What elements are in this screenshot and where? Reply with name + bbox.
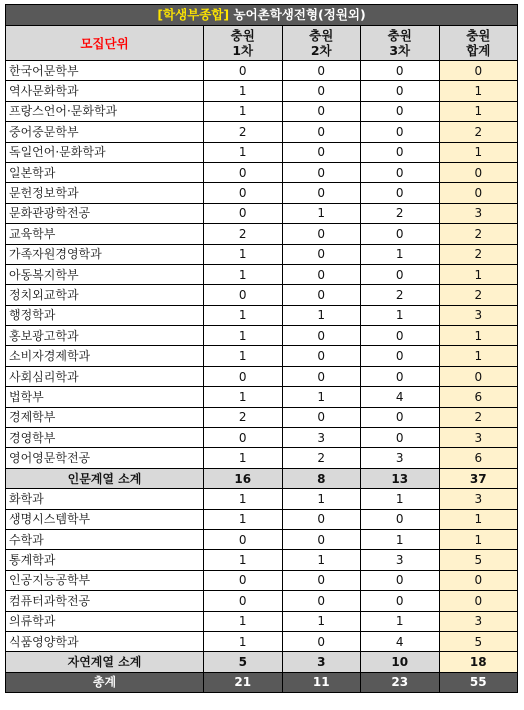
cell-r2: 3 [282, 428, 361, 448]
cell-r3: 23 [361, 672, 440, 692]
title-rest: 농어촌학생전형(정원외) [229, 7, 366, 22]
cell-r1: 1 [204, 387, 283, 407]
table-row [6, 529, 518, 549]
cell-r3: 0 [361, 366, 440, 386]
cell-r3: 2 [361, 285, 440, 305]
unit-name: 역사문화학과 [6, 81, 204, 101]
cell-r1: 2 [204, 122, 283, 142]
unit-name: 자연계열 소계 [6, 652, 204, 672]
cell-total: 55 [439, 672, 518, 692]
cell-r1: 1 [204, 346, 283, 366]
cell-r2: 0 [282, 81, 361, 101]
cell-total: 3 [439, 428, 518, 448]
cell-total: 2 [439, 244, 518, 264]
cell-r2: 0 [282, 183, 361, 203]
cell-r1: 0 [204, 591, 283, 611]
cell-total: 0 [439, 61, 518, 81]
table-row [6, 489, 518, 509]
cell-r3: 0 [361, 101, 440, 121]
table-row [6, 81, 518, 101]
table-row [6, 509, 518, 529]
cell-r3: 13 [361, 468, 440, 488]
cell-total: 37 [439, 468, 518, 488]
table-row [6, 611, 518, 631]
cell-r1: 0 [204, 366, 283, 386]
cell-r3: 0 [361, 122, 440, 142]
table-row [6, 101, 518, 121]
unit-name: 가족자원경영학과 [6, 244, 204, 264]
unit-name: 인문계열 소계 [6, 468, 204, 488]
cell-r2: 8 [282, 468, 361, 488]
unit-name: 교육학부 [6, 224, 204, 244]
cell-total: 3 [439, 489, 518, 509]
cell-total: 1 [439, 529, 518, 549]
cell-total: 1 [439, 142, 518, 162]
cell-total: 2 [439, 224, 518, 244]
cell-r1: 1 [204, 489, 283, 509]
unit-name: 경영학부 [6, 428, 204, 448]
cell-r3: 1 [361, 244, 440, 264]
cell-r1: 0 [204, 285, 283, 305]
title-bracket: [학생부종합] [157, 7, 230, 22]
header-round-3: 충원 3차 [361, 26, 440, 61]
table-title [6, 5, 518, 26]
header-unit: 모집단위 [6, 26, 204, 61]
header-total: 충원 합계 [439, 26, 518, 61]
cell-r3: 0 [361, 224, 440, 244]
cell-r1: 1 [204, 448, 283, 468]
unit-name: 컴퓨터과학전공 [6, 591, 204, 611]
cell-total: 2 [439, 407, 518, 427]
cell-total: 1 [439, 264, 518, 284]
table-row [6, 631, 518, 651]
cell-total: 1 [439, 326, 518, 346]
table-row [6, 366, 518, 386]
table-row [6, 162, 518, 182]
unit-name: 생명시스템학부 [6, 509, 204, 529]
cell-total: 1 [439, 509, 518, 529]
cell-r2: 0 [282, 224, 361, 244]
table-row [6, 346, 518, 366]
cell-total: 2 [439, 285, 518, 305]
table-row [6, 142, 518, 162]
cell-r1: 1 [204, 244, 283, 264]
cell-r1: 2 [204, 224, 283, 244]
unit-name: 영어영문학전공 [6, 448, 204, 468]
table-row [6, 448, 518, 468]
unit-name: 식품영양학과 [6, 631, 204, 651]
cell-r3: 0 [361, 509, 440, 529]
admission-table-wrapper [5, 4, 517, 693]
cell-r2: 0 [282, 285, 361, 305]
cell-r3: 0 [361, 142, 440, 162]
cell-total: 5 [439, 631, 518, 651]
cell-total: 0 [439, 183, 518, 203]
cell-r2: 0 [282, 101, 361, 121]
cell-r2: 1 [282, 203, 361, 223]
cell-r3: 0 [361, 346, 440, 366]
cell-total: 6 [439, 448, 518, 468]
table-row [6, 264, 518, 284]
column-header-row [6, 26, 518, 61]
header-round-2: 충원 2차 [282, 26, 361, 61]
unit-name: 독일언어·문화학과 [6, 142, 204, 162]
cell-r1: 16 [204, 468, 283, 488]
unit-name: 일본학과 [6, 162, 204, 182]
cell-r1: 1 [204, 326, 283, 346]
cell-r1: 1 [204, 142, 283, 162]
unit-name: 법학부 [6, 387, 204, 407]
cell-r1: 1 [204, 305, 283, 325]
cell-r2: 0 [282, 529, 361, 549]
cell-r2: 11 [282, 672, 361, 692]
table-row [6, 387, 518, 407]
unit-name: 의류학과 [6, 611, 204, 631]
cell-r3: 1 [361, 489, 440, 509]
cell-r1: 2 [204, 407, 283, 427]
cell-r2: 0 [282, 326, 361, 346]
cell-r2: 1 [282, 550, 361, 570]
cell-r1: 0 [204, 162, 283, 182]
header-round-1: 충원 1차 [204, 26, 283, 61]
unit-name: 소비자경제학과 [6, 346, 204, 366]
unit-name: 중어중문학부 [6, 122, 204, 142]
cell-r3: 2 [361, 203, 440, 223]
table-row [6, 570, 518, 590]
unit-name: 아동복지학부 [6, 264, 204, 284]
cell-r2: 0 [282, 366, 361, 386]
table-row [6, 203, 518, 223]
table-row [6, 550, 518, 570]
cell-r2: 0 [282, 407, 361, 427]
unit-name: 프랑스언어·문화학과 [6, 101, 204, 121]
unit-name: 인공지능공학부 [6, 570, 204, 590]
cell-r1: 1 [204, 101, 283, 121]
cell-r3: 0 [361, 162, 440, 182]
cell-r3: 3 [361, 448, 440, 468]
table-row [6, 183, 518, 203]
cell-r1: 0 [204, 428, 283, 448]
table-row [6, 244, 518, 264]
admission-table [5, 4, 518, 693]
table-row [6, 285, 518, 305]
cell-r3: 0 [361, 570, 440, 590]
cell-total: 18 [439, 652, 518, 672]
unit-name: 사회심리학과 [6, 366, 204, 386]
table-row [6, 326, 518, 346]
cell-r1: 21 [204, 672, 283, 692]
table-row [6, 428, 518, 448]
cell-r1: 1 [204, 509, 283, 529]
cell-r3: 0 [361, 61, 440, 81]
cell-total: 6 [439, 387, 518, 407]
unit-name: 화학과 [6, 489, 204, 509]
grand-total-row [6, 672, 518, 692]
table-title-row [6, 5, 518, 26]
cell-r2: 0 [282, 346, 361, 366]
table-row [6, 224, 518, 244]
cell-r2: 0 [282, 264, 361, 284]
cell-r3: 1 [361, 529, 440, 549]
cell-total: 5 [439, 550, 518, 570]
cell-r1: 0 [204, 529, 283, 549]
cell-r3: 10 [361, 652, 440, 672]
cell-r1: 0 [204, 61, 283, 81]
cell-r2: 0 [282, 509, 361, 529]
cell-r2: 0 [282, 244, 361, 264]
cell-r2: 0 [282, 61, 361, 81]
cell-r1: 5 [204, 652, 283, 672]
cell-r2: 1 [282, 611, 361, 631]
cell-total: 2 [439, 122, 518, 142]
cell-r1: 0 [204, 570, 283, 590]
cell-r3: 0 [361, 407, 440, 427]
cell-r1: 1 [204, 81, 283, 101]
cell-total: 0 [439, 162, 518, 182]
table-row [6, 122, 518, 142]
cell-total: 3 [439, 305, 518, 325]
cell-r3: 4 [361, 631, 440, 651]
cell-r3: 3 [361, 550, 440, 570]
unit-name: 행정학과 [6, 305, 204, 325]
cell-r3: 1 [361, 305, 440, 325]
unit-name: 홍보광고학과 [6, 326, 204, 346]
science-subtotal-row [6, 652, 518, 672]
unit-name: 통계학과 [6, 550, 204, 570]
humanities-subtotal-row [6, 468, 518, 488]
cell-r1: 1 [204, 550, 283, 570]
cell-r2: 1 [282, 387, 361, 407]
cell-r1: 0 [204, 183, 283, 203]
cell-total: 0 [439, 591, 518, 611]
cell-r3: 0 [361, 264, 440, 284]
cell-total: 3 [439, 611, 518, 631]
cell-r3: 0 [361, 326, 440, 346]
cell-total: 3 [439, 203, 518, 223]
cell-r2: 0 [282, 591, 361, 611]
cell-r1: 1 [204, 611, 283, 631]
cell-r2: 3 [282, 652, 361, 672]
cell-r2: 1 [282, 489, 361, 509]
unit-name: 한국어문학부 [6, 61, 204, 81]
cell-total: 0 [439, 570, 518, 590]
cell-r2: 0 [282, 631, 361, 651]
cell-r3: 0 [361, 81, 440, 101]
cell-r3: 0 [361, 428, 440, 448]
cell-total: 1 [439, 101, 518, 121]
cell-r2: 2 [282, 448, 361, 468]
table-body [6, 61, 518, 693]
cell-r2: 1 [282, 305, 361, 325]
cell-r2: 0 [282, 570, 361, 590]
table-row [6, 591, 518, 611]
cell-total: 1 [439, 346, 518, 366]
cell-r3: 4 [361, 387, 440, 407]
unit-name: 문헌정보학과 [6, 183, 204, 203]
unit-name: 경제학부 [6, 407, 204, 427]
unit-name: 총계 [6, 672, 204, 692]
cell-total: 0 [439, 366, 518, 386]
cell-r1: 1 [204, 264, 283, 284]
cell-r2: 0 [282, 162, 361, 182]
cell-total: 1 [439, 81, 518, 101]
table-row [6, 305, 518, 325]
table-row [6, 407, 518, 427]
unit-name: 문화관광학전공 [6, 203, 204, 223]
table-row [6, 61, 518, 81]
cell-r2: 0 [282, 122, 361, 142]
cell-r1: 1 [204, 631, 283, 651]
unit-name: 수학과 [6, 529, 204, 549]
cell-r2: 0 [282, 142, 361, 162]
cell-r3: 0 [361, 591, 440, 611]
cell-r1: 0 [204, 203, 283, 223]
cell-r3: 0 [361, 183, 440, 203]
unit-name: 정치외교학과 [6, 285, 204, 305]
cell-r3: 1 [361, 611, 440, 631]
